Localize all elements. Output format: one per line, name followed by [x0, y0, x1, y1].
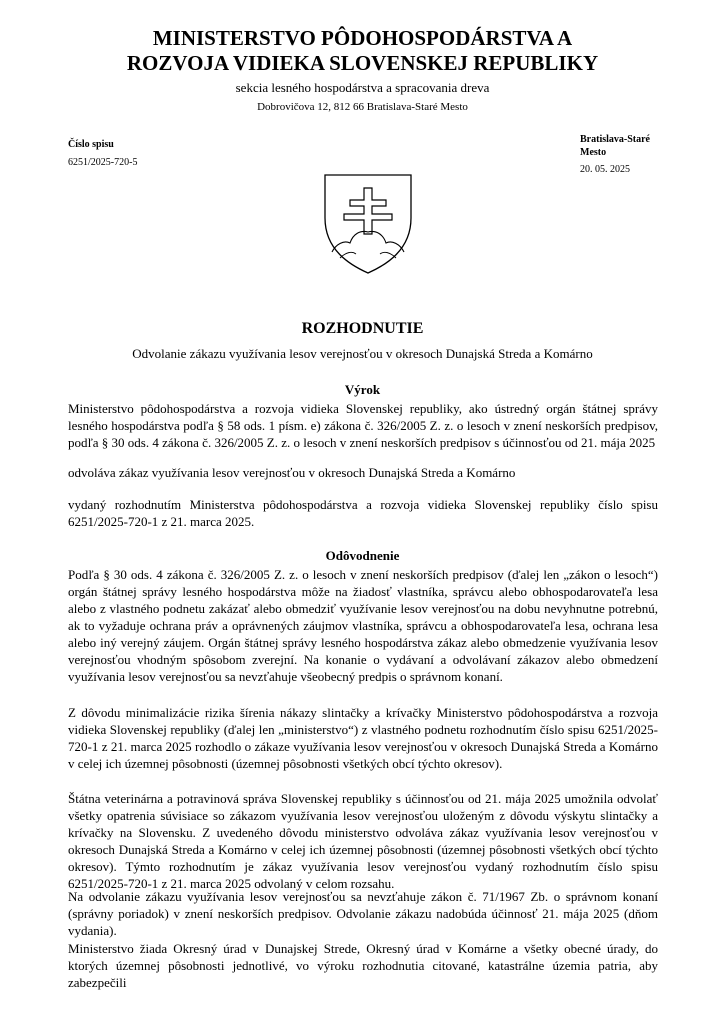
reasoning-paragraph-5: Ministerstvo žiada Okresný úrad v Dunajskej Strede, Okresný úrad v Komárne a všetky obecné úrady, do ktorých územnej pôsobnosti jednotlivé, vo výroku rozhodnutia citované, katastrálne územia patria, aby zabezpečili: [68, 941, 658, 990]
decision-subtitle: Odvolanie zákazu využívania lesov verejnosťou v okresoch Dunajská Streda a Komárno: [132, 346, 593, 361]
reasoning-paragraph-4: Na odvolanie zákazu využívania lesov verejnosťou sa nevzťahuje zákon č. 71/1967 Zb. o správnom konaní (správny poriadok) v znení neskorších predpisov. Odvolanie zákazu nadobúda účinnosť 21. mája 2025 (dňom vydania).: [68, 889, 658, 938]
reasoning-paragraph-2: Z dôvodu minimalizácie rizika šírenia nákazy slintačky a krívačky Ministerstvo pôdohospodárstva a rozvoja vidieka Slovenskej republiky (ďalej len „ministerstvo“) z vlastného podnetu rozhodnutím číslo spisu 6251/2025-720-1 z 21. marca 2025 rozhodlo o zákaze využívania lesov verejnosťou v okresoch Dunajská Streda a Komárno v celej ich územnej pôsobnosti (územnej pôsobnosti všetkých obcí týchto okresov).: [68, 705, 658, 771]
file-number-label: Číslo spisu: [68, 139, 114, 150]
verdict-paragraph-2: odvoláva zákaz využívania lesov verejnosťou v okresoch Dunajská Streda a Komárno: [68, 465, 516, 480]
place-line2: Mesto: [580, 147, 607, 158]
reasoning-heading: Odôvodnenie: [325, 548, 400, 563]
ministry-address: Dobrovičova 12, 812 66 Bratislava-Staré Mesto: [257, 101, 468, 113]
ministry-name-line2: ROZVOJA VIDIEKA SLOVENSKEJ REPUBLIKY: [126, 51, 599, 75]
document-date: 20. 05. 2025: [580, 164, 630, 175]
decision-title: ROZHODNUTIE: [301, 320, 424, 337]
verdict-paragraph-3: vydaný rozhodnutím Ministerstva pôdohospodárstva a rozvoja vidieka Slovenskej republiky číslo spisu 6251/2025-720-1 z 21. marca 2025.: [68, 497, 658, 529]
verdict-paragraph-1: Ministerstvo pôdohospodárstva a rozvoja vidieka Slovenskej republiky, ako ústredný orgán štátnej správy lesného hospodárstva podľa § 58 ods. 1 písm. e) zákona č. 326/2005 Z. z. o lesoch v znení neskorších predpisov, podľa § 30 ods. 4 zákona č. 326/2005 Z. z. o lesoch v znení neskorších predpisov s účinnosťou od 21. mája 2025: [68, 401, 658, 450]
place-line1: Bratislava-Staré: [580, 134, 650, 145]
verdict-heading: Výrok: [344, 382, 381, 397]
ministry-name-line1: MINISTERSTVO PÔDOHOSPODÁRSTVA A: [152, 26, 573, 50]
ministry-section: sekcia lesného hospodárstva a spracovania dreva: [235, 80, 490, 95]
reasoning-paragraph-3: Štátna veterinárna a potravinová správa Slovenskej republiky s účinnosťou od 21. mája 2025 umožnila odvolať všetky opatrenia súvisiace so zákazom využívania lesov verejnosťou uloženým z dôvodu výskytu slintačky a krívačky na Slovensku. Z uvedeného dôvodu ministerstvo odvoláva zákaz využívania lesov verejnosťou v okresoch Dunajská Streda a Komárno v celej ich územnej pôsobnosti (územnej pôsobnosti všetkých obcí týchto okresov). Týmto rozhodnutím je zákaz využívania lesov verejnosťou vydaný rozhodnutím číslo spisu 6251/2025-720-1 z 21. marca 2025 odvolaný v celom rozsahu.: [68, 791, 658, 891]
file-number-value: 6251/2025-720-5: [68, 157, 138, 168]
reasoning-paragraph-1: Podľa § 30 ods. 4 zákona č. 326/2005 Z. z. o lesoch v znení neskorších predpisov (ďalej len „zákon o lesoch“) orgán štátnej správy lesného hospodárstva môže na žiadosť vlastníka, správcu alebo obhospodarovateľa lesa alebo z vlastného podnetu zakázať alebo obmedziť využívanie lesov verejnosťou na dobu nevyhnutne potrebnú, ak to vyžaduje ochrana práv a oprávnených záujmov vlastníka, správcu a obhospodarovateľa lesa, ochrana lesa alebo iný verejný záujem. Orgán štátnej správy lesného hospodárstva zákaz alebo obmedzenie využívania lesov verejnosťou vhodným spôsobom zverejní. Na konanie o vydávaní a odvolávaní zákazov alebo obmedzení využívania lesov verejnosťou sa nevzťahuje všeobecný predpis o správnom konaní.: [68, 567, 658, 684]
coat-of-arms-icon: [322, 172, 414, 276]
